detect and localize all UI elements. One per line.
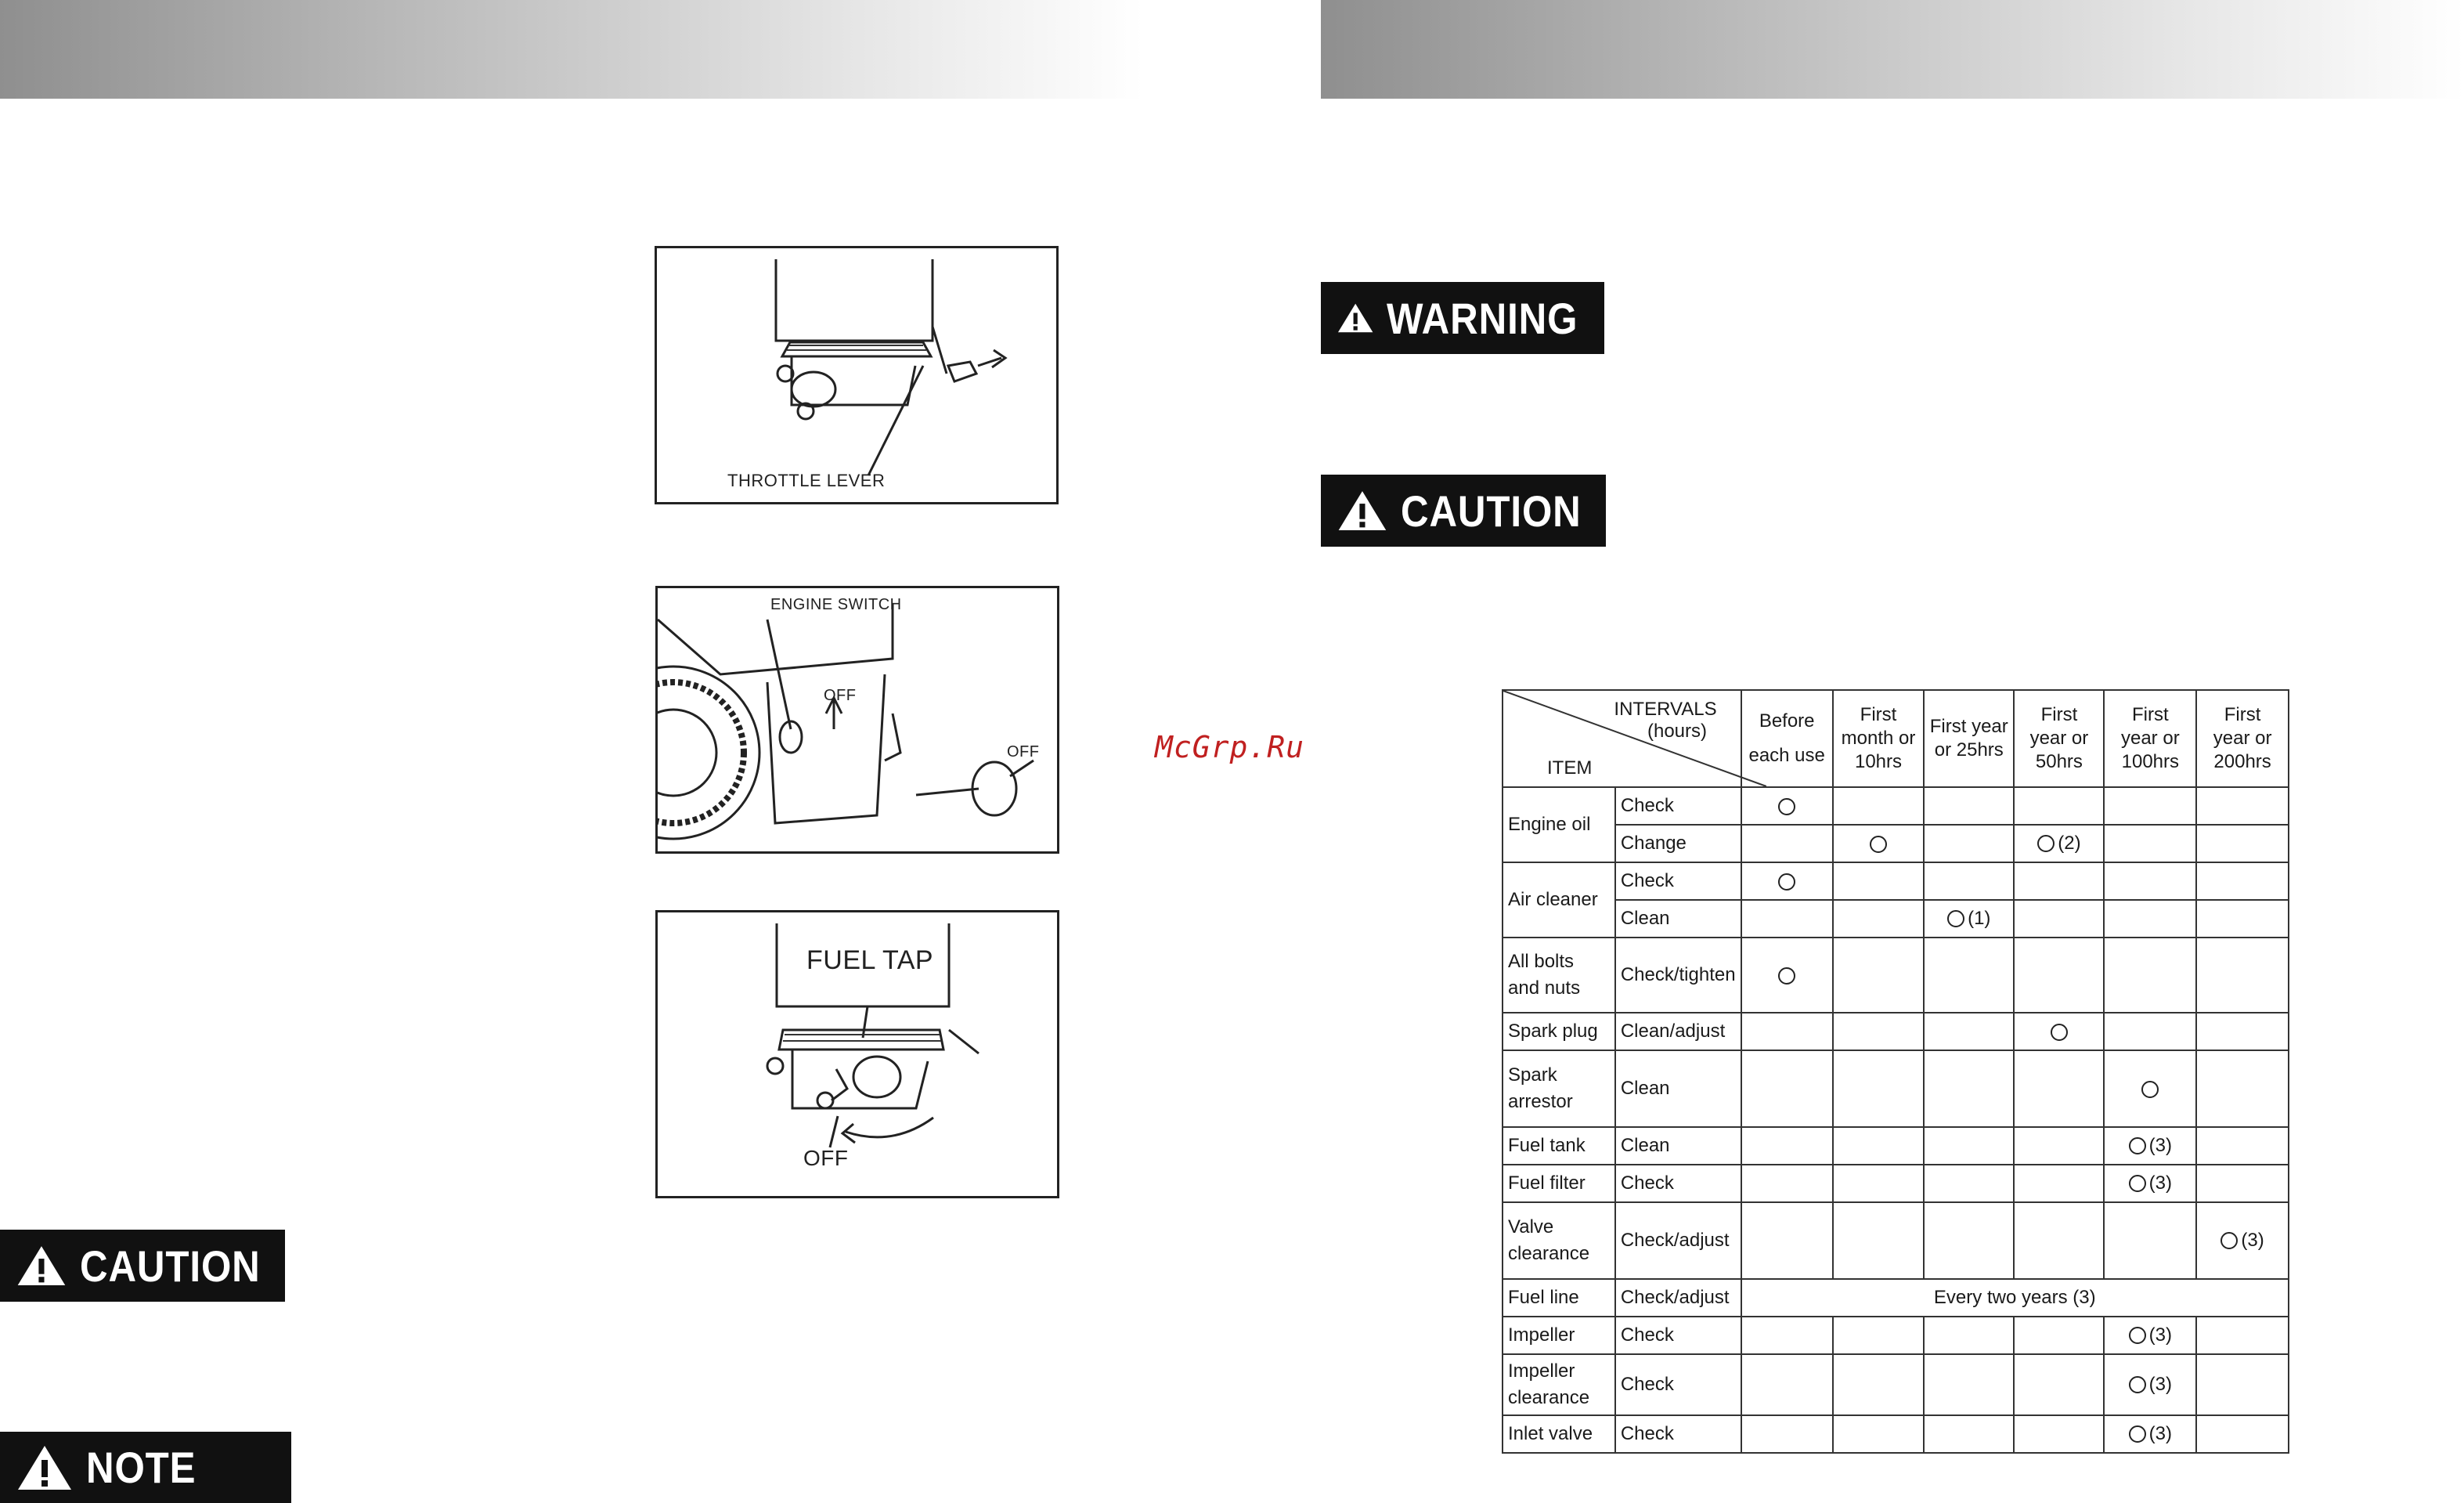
interval-note-cell: Every two years (3) [1741, 1279, 2289, 1317]
fuel-tap-label: FUEL TAP [806, 945, 934, 975]
table-row [1503, 1127, 2289, 1165]
interval-cell [2014, 862, 2104, 900]
item-cell [1503, 1127, 1615, 1165]
interval-cell [2014, 1165, 2104, 1202]
interval-cell [2014, 900, 2104, 938]
interval-cell [1924, 1165, 2014, 1202]
item-label-line: Spark [1508, 1064, 1557, 1086]
circle-mark-icon [2129, 1327, 2146, 1344]
warning-triangle-icon [1337, 293, 1374, 343]
throttle-lever-label: THROTTLE LEVER [727, 471, 886, 490]
interval-cell [1741, 900, 1833, 938]
table-row [1503, 1050, 2289, 1127]
interval-cell [1741, 1354, 1833, 1415]
interval-cell [2104, 1165, 2196, 1202]
interval-cell [1741, 1317, 1833, 1354]
interval-cell [1924, 1127, 2014, 1165]
circle-mark-icon [2129, 1175, 2146, 1192]
item-cell [1503, 1415, 1615, 1453]
item-label-line: Spark plug [1508, 1021, 1598, 1042]
item-label-line: clearance [1508, 1387, 1590, 1408]
item-cell [1503, 1013, 1615, 1050]
interval-cell [1741, 938, 1833, 1013]
table-row [1503, 787, 2289, 825]
item-cell [1503, 1202, 1615, 1279]
circle-mark-icon [2129, 1376, 2146, 1393]
interval-cell [2014, 1415, 2104, 1453]
circle-mark-icon [1947, 910, 1964, 927]
caution-sign-left [0, 1230, 285, 1302]
table-row [1503, 938, 2289, 1013]
item-cell [1503, 862, 1615, 938]
action-cell: Check [1615, 1317, 1741, 1354]
interval-cell [1924, 1202, 2014, 1279]
header-band-right [1321, 0, 2464, 99]
item-label-line: Valve [1508, 1216, 1554, 1237]
interval-cell [1741, 1050, 1833, 1127]
table-row [1503, 1013, 2289, 1050]
item-cell [1503, 1279, 1615, 1317]
interval-cell [2014, 1202, 2104, 1279]
engine-switch-label: ENGINE SWITCH [770, 596, 902, 613]
circle-mark-icon [2129, 1425, 2146, 1443]
item-label-line: Fuel line [1508, 1287, 1579, 1308]
interval-cell [2196, 862, 2289, 900]
footnote-ref: (3) [2241, 1230, 2264, 1252]
caution-text-right: CAUTION [1400, 486, 1582, 536]
table-row [1503, 1354, 2289, 1415]
interval-cell [1741, 1013, 1833, 1050]
interval-cell [1741, 1165, 1833, 1202]
interval-cell [1833, 1415, 1924, 1453]
interval-cell [2196, 825, 2289, 862]
item-label-line: clearance [1508, 1243, 1590, 1264]
interval-cell [2104, 787, 2196, 825]
item-label-line: arrestor [1508, 1091, 1573, 1112]
interval-cell [1833, 1354, 1924, 1415]
interval-cell [1833, 862, 1924, 900]
interval-cell [2014, 787, 2104, 825]
interval-cell [2104, 938, 2196, 1013]
warning-text: WARNING [1387, 293, 1578, 343]
interval-cell [2014, 938, 2104, 1013]
item-label: ITEM [1547, 757, 1593, 779]
interval-cell [2104, 1354, 2196, 1415]
note-text: NOTE [86, 1443, 197, 1492]
interval-cell [2196, 1013, 2289, 1050]
col-header-200hrs: First year or 200hrs [2196, 690, 2289, 787]
interval-cell [2196, 1202, 2289, 1279]
interval-cell [1924, 900, 2014, 938]
footnote-ref: (3) [2148, 1423, 2173, 1445]
throttle-lever-figure [655, 246, 1059, 504]
item-cell [1503, 1050, 1615, 1127]
interval-cell [1741, 1415, 1833, 1453]
item-cell [1503, 1165, 1615, 1202]
interval-cell [1833, 1013, 1924, 1050]
action-cell: Check/adjust [1615, 1202, 1741, 1279]
col-header-50hrs: First year or 50hrs [2014, 690, 2104, 787]
item-label-line: and nuts [1508, 977, 1581, 999]
interval-cell [1741, 862, 1833, 900]
item-label-line: Impeller [1508, 1360, 1575, 1382]
item-cell [1503, 1354, 1615, 1415]
action-cell: Check/adjust [1615, 1279, 1741, 1317]
footnote-ref: (2) [2058, 833, 2081, 854]
action-cell: Clean/adjust [1615, 1013, 1741, 1050]
interval-cell [2104, 1415, 2196, 1453]
caution-text-left: CAUTION [79, 1241, 261, 1291]
interval-cell [1741, 787, 1833, 825]
interval-cell [2196, 1165, 2289, 1202]
interval-cell [1833, 787, 1924, 825]
interval-cell [1833, 938, 1924, 1013]
item-label-line: Fuel tank [1508, 1135, 1586, 1156]
footnote-ref: (3) [2148, 1374, 2173, 1396]
intervals-label: INTERVALS [1614, 699, 1717, 720]
table-row [1503, 1165, 2289, 1202]
table-row [1503, 862, 2289, 900]
item-cell [1503, 1317, 1615, 1354]
action-cell: Check [1615, 1354, 1741, 1415]
table-row [1503, 1415, 2289, 1453]
interval-cell [2104, 1317, 2196, 1354]
action-cell: Change [1615, 825, 1741, 862]
footnote-ref: (3) [2148, 1324, 2173, 1346]
circle-mark-icon [2037, 835, 2055, 852]
table-row [1503, 900, 2289, 938]
interval-cell [1741, 1127, 1833, 1165]
interval-cell [1924, 1013, 2014, 1050]
circle-mark-icon [2051, 1024, 2068, 1041]
warning-sign [1321, 282, 1604, 354]
item-label-line: Inlet valve [1508, 1423, 1593, 1444]
table-row [1503, 1317, 2289, 1354]
interval-cell [2014, 1013, 2104, 1050]
footnote-ref: (3) [2148, 1172, 2173, 1194]
note-sign [0, 1432, 291, 1503]
engine-switch-illustration [658, 588, 1057, 851]
watermark: McGrp.Ru [1155, 730, 1305, 764]
interval-cell [1833, 1050, 1924, 1127]
header-band-left [0, 0, 1143, 99]
interval-cell [2104, 1050, 2196, 1127]
interval-cell [2014, 1317, 2104, 1354]
hours-label: (hours) [1647, 721, 1708, 742]
interval-cell [1833, 1202, 1924, 1279]
action-cell: Check [1615, 1165, 1741, 1202]
interval-cell [1833, 1127, 1924, 1165]
warning-triangle-icon [16, 1241, 67, 1291]
footnote-ref: (3) [2148, 1135, 2173, 1157]
maintenance-schedule-table [1502, 689, 2289, 1454]
action-cell: Clean [1615, 900, 1741, 938]
footnote-ref: (1) [1968, 908, 1991, 930]
interval-cell [2196, 938, 2289, 1013]
interval-cell [2104, 825, 2196, 862]
action-cell: Clean [1615, 1050, 1741, 1127]
interval-cell [2196, 1354, 2289, 1415]
circle-mark-icon [1778, 873, 1795, 891]
interval-cell [1741, 1202, 1833, 1279]
interval-cell [1924, 1317, 2014, 1354]
interval-cell [1924, 938, 2014, 1013]
interval-cell [1924, 825, 2014, 862]
interval-cell [2196, 787, 2289, 825]
maintenance-table-body [1503, 787, 2289, 1453]
col-header-first-month: First month or 10hrs [1833, 690, 1924, 787]
interval-cell [1924, 1415, 2014, 1453]
table-corner-header [1503, 690, 1741, 787]
item-label-line: Engine oil [1508, 814, 1591, 835]
switch-off-label: OFF [824, 687, 857, 704]
caution-sign-right [1321, 475, 1606, 547]
interval-cell [2104, 862, 2196, 900]
action-cell: Check [1615, 862, 1741, 900]
interval-cell [2014, 1050, 2104, 1127]
table-row [1503, 825, 2289, 862]
action-cell: Check [1615, 1415, 1741, 1453]
interval-cell [1833, 825, 1924, 862]
interval-cell [1924, 1050, 2014, 1127]
col-header-100hrs: First year or 100hrs [2104, 690, 2196, 787]
action-cell: Check/tighten [1615, 938, 1741, 1013]
circle-mark-icon [1778, 798, 1795, 815]
circle-mark-icon [1778, 967, 1795, 985]
interval-cell [1833, 900, 1924, 938]
interval-cell [2196, 1415, 2289, 1453]
interval-cell [1924, 787, 2014, 825]
item-label-line: All bolts [1508, 951, 1575, 972]
interval-cell [1833, 1317, 1924, 1354]
interval-cell [2104, 1013, 2196, 1050]
interval-cell [2014, 825, 2104, 862]
item-label-line: Impeller [1508, 1324, 1575, 1346]
col-header-before-each-use: Before each use [1741, 690, 1833, 787]
item-label-line: Fuel filter [1508, 1172, 1586, 1194]
interval-cell [2104, 1127, 2196, 1165]
warning-triangle-icon [1337, 486, 1388, 536]
circle-mark-icon [1870, 836, 1887, 853]
item-cell [1503, 938, 1615, 1013]
fuel-tap-off-label: OFF [803, 1146, 849, 1170]
col-header-25hrs: First year or 25hrs [1924, 690, 2014, 787]
engine-switch-figure [655, 586, 1059, 854]
circle-mark-icon [2129, 1137, 2146, 1154]
interval-cell [1924, 862, 2014, 900]
circle-mark-icon [2220, 1232, 2238, 1249]
fuel-tap-figure [655, 910, 1059, 1198]
interval-cell [2104, 1202, 2196, 1279]
action-cell: Clean [1615, 1127, 1741, 1165]
interval-cell [2014, 1127, 2104, 1165]
interval-cell [1833, 1165, 1924, 1202]
interval-cell [2196, 1317, 2289, 1354]
table-row [1503, 1279, 2289, 1317]
circle-mark-icon [2141, 1081, 2159, 1098]
throttle-lever-illustration [657, 248, 1056, 502]
interval-cell [2196, 1127, 2289, 1165]
interval-cell [2104, 900, 2196, 938]
interval-cell [2196, 900, 2289, 938]
item-label-line: Air cleaner [1508, 889, 1598, 910]
warning-triangle-icon [16, 1443, 74, 1493]
interval-cell [1924, 1354, 2014, 1415]
knob-off-label: OFF [1007, 743, 1040, 761]
interval-cell [2014, 1354, 2104, 1415]
interval-cell [1741, 825, 1833, 862]
interval-cell [2196, 1050, 2289, 1127]
item-cell [1503, 787, 1615, 862]
table-row [1503, 1202, 2289, 1279]
action-cell: Check [1615, 787, 1741, 825]
